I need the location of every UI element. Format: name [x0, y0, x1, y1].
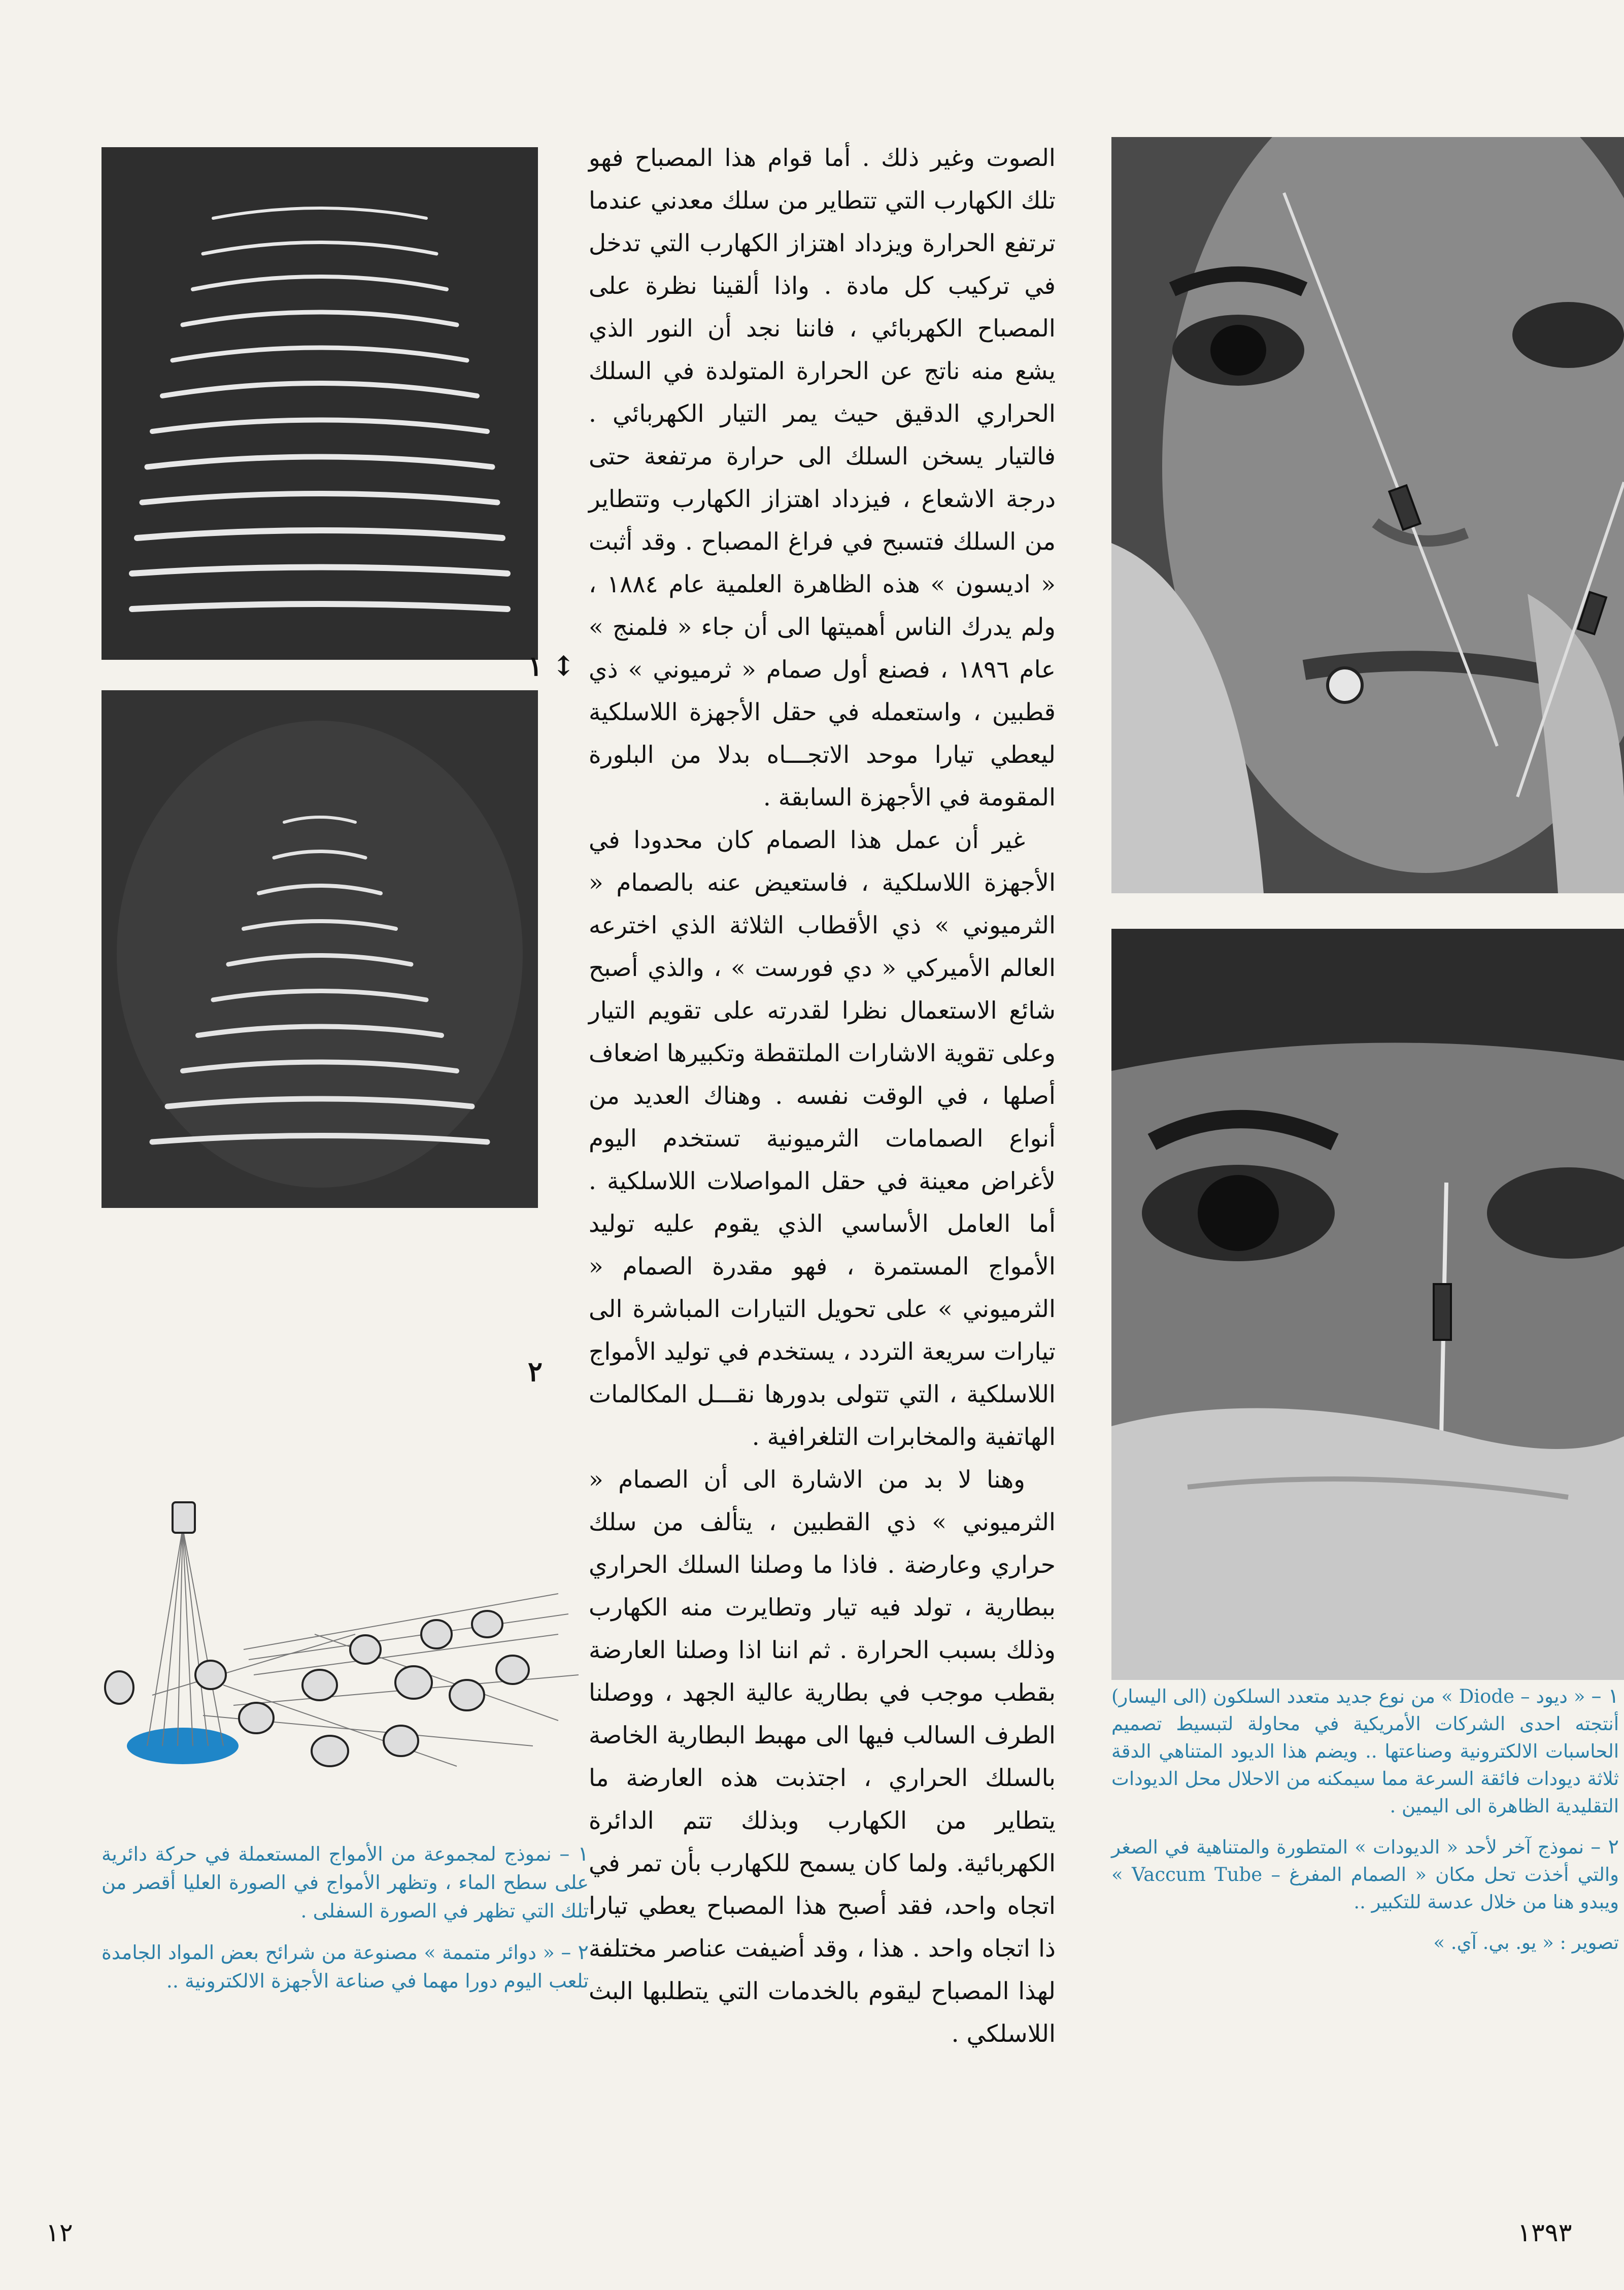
photo-face-top	[1111, 137, 1624, 893]
wave-pattern-top	[101, 147, 538, 660]
page-number-right: ١٣٩٣	[1517, 2218, 1572, 2247]
left-caption-2	[101, 1938, 589, 1995]
photo-label-1: ١ ↕	[528, 650, 576, 682]
photo-label-2: ٢	[528, 1355, 543, 1388]
left-caption-2-text: « دوائر متممة » مصنوعة من شرائح بعض المواد الجامدة تلعب اليوم دورا مهما في صناعة الأجهزة الالكترونية ..	[101, 1941, 589, 1992]
face-with-diodes-image	[1111, 137, 1624, 893]
article-paragraph-2: غير أن عمل هذا الصمام كان محدودا في الأجهزة اللاسلكية ، فاستعيض عنه بالصمام « الثرميوني » ذي الأقطاب الثلاثة الذي اخترعه العالم الأميركي « دي فورست » ، والذي أصبح شائع الاستعمال نظرا لقدرته على تقويم التيار وعلى تقوية الاشارات الملتقطة وتكبيرها اضعاف أصلها ، في الوقت نفسه . وهناك العديد من أنواع الصمامات الثرميونية تستخدم اليوم لأغراض معينة في حقل المواصلات اللاسلكية . أما العامل الأساسي الذي يقوم عليه توليد الأمواج المستمرة ، فهو مقدرة الصمام « الثرميوني » على تحويل التيارات المباشرة الى تيارات سريعة التردد ، يستخدم في توليد الأمواج اللاسلكية ، التي تتولى بدورها نقـــل المكالمات الهاتفية والمخابرات التلغرافية .	[589, 826, 1056, 1451]
right-caption-2	[1111, 1833, 1619, 1916]
integrated-circuits-drawing	[101, 1482, 584, 1776]
wave-photo-top	[101, 147, 538, 660]
right-caption-1-number: ١ –	[1591, 1685, 1619, 1708]
circuit-illustration	[101, 1482, 584, 1776]
eye-with-magnifier-image	[1111, 929, 1624, 1680]
left-caption-1-number: ١ –	[559, 1842, 589, 1866]
article-paragraph-1: الصوت وغير ذلك . أما قوام هذا المصباح فهو تلك الكهارب التي تتطاير من سلك معدني عندما ترتفع الحرارة ويزداد اهتزاز الكهارب التي تدخل في تركيب كل مادة . واذا ألقينا نظرة على المصباح الكهربائي ، فاننا نجد أن النور الذي يشع منه ناتج عن الحرارة المتولدة في السلك الحراري الدقيق حيث يمر التيار الكهربائي . فالتيار يسخن السلك الى حرارة مرتفعة حتى درجة الاشعاع ، فيزداد اهتزاز الكهارب وتتطاير من السلك فتسبح في فراغ المصباح . وقد أثبت « اديسون » هذه الظاهرة العلمية عام ١٨٨٤ ، ولم يدرك الناس أهميتها الى أن جاء « فلمنج » عام ١٨٩٦ ، فصنع أول صمام « ثرميوني » ذي قطبين ، واستعمله في حقل الأجهزة اللاسلكية ليعطي تيارا موحد الاتجـــاه بدلا من البلورة المقومة في الأجهزة السابقة .	[589, 144, 1056, 812]
left-caption-1	[101, 1840, 589, 1925]
wave-photo-bottom	[101, 690, 538, 1208]
article-paragraph-3: وهنا لا بد من الاشارة الى أن الصمام « الثرميوني » ذي القطبين ، يتألف من سلك حراري وعارضة . فاذا ما وصلنا السلك الحراري ببطارية ، تولد فيه تيار وتطايرت منه الكهارب وذلك بسبب الحرارة . ثم اننا اذا وصلنا العارضة بقطب موجب في بطارية عالية الجهد ، ووصلنا الطرف السالب فيها الى مهبط البطارية الخاصة بالسلك الحراري ، اجتذبت هذه العارضة ما يتطاير من الكهارب وبذلك تتم الدائرة الكهربائية. ولما كان يسمح للكهارب بأن تمر في اتجاه واحد، فقد أصبح هذا المصباح يعطي تيارا ذا اتجاه واحد . هذا ، وقد أضيفت عناصر مختلفة لهذا المصباح ليقوم بالخدمات التي يتطلبها البث اللاسلكي .	[589, 1466, 1056, 2048]
photo-credit: تصوير : « يو. بي. آي. »	[1433, 1932, 1619, 1954]
left-caption-2-number: ٢ –	[561, 1941, 589, 1964]
article-body	[589, 137, 1056, 2056]
blue-disc	[127, 1728, 239, 1764]
right-captions	[1111, 1682, 1619, 1957]
page-number-left: ١٢	[46, 2218, 73, 2247]
right-caption-1-text: « ديود – Diode » من نوع جديد متعدد السلكون (الى اليسار) أنتجته احدى الشركات الأمريكية في محاولة لتبسيط تصميم الحاسبات الالكترونية وصناعتها .. ويضم هذا الديود المتناهي الدقة ثلاثة ديودات فائقة السرعة مما سيمكنه من الاحلال محل الديودات التقليدية الظاهرة الى اليمين .	[1111, 1686, 1619, 1817]
right-caption-2-text: نموذج آخر لأحد « الديودات » المتطورة والمتناهية في الصغر والتي أخذت تحل مكان « الصمام المفرغ – Vaccum Tube » ويبدو هنا من خلال عدسة للتكبير ..	[1111, 1836, 1619, 1913]
left-caption-1-text: نموذج لمجموعة من الأمواج المستعملة في حركة دائرية على سطح الماء ، وتظهر الأمواج في الصورة العليا أقصر من تلك التي تظهر في الصورة السفلى .	[101, 1843, 589, 1922]
right-caption-1	[1111, 1682, 1619, 1820]
left-captions	[101, 1840, 589, 2008]
wave-pattern-bottom	[101, 690, 538, 1208]
photo-face-bottom	[1111, 929, 1624, 1680]
right-caption-2-number: ٢ –	[1591, 1835, 1619, 1859]
